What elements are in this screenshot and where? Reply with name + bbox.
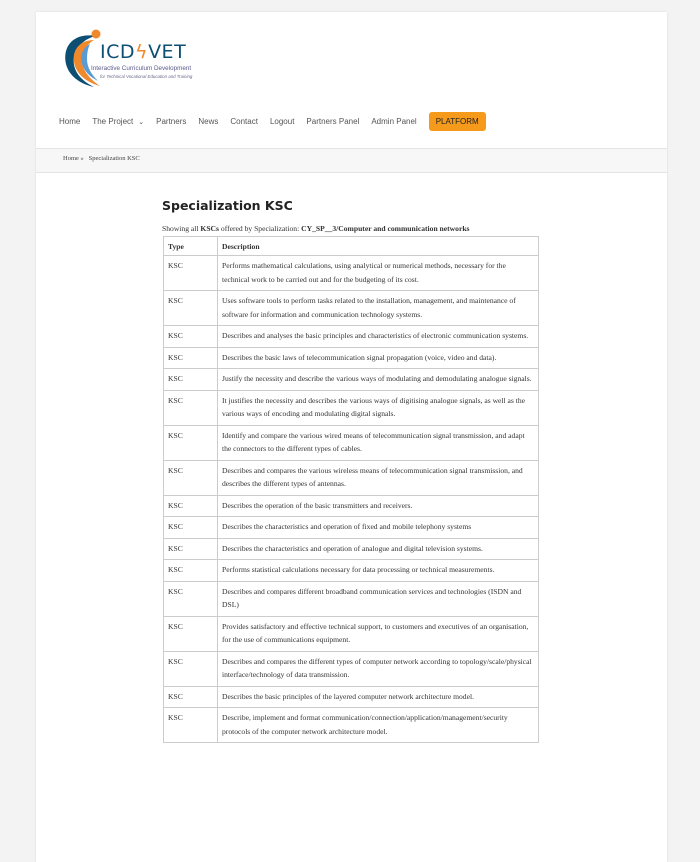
cell-description: Describes the operation of the basic transmitters and receivers. [218, 495, 539, 517]
cell-type: KSC [164, 460, 218, 495]
cell-type: KSC [164, 616, 218, 651]
cell-type: KSC [164, 560, 218, 582]
nav-admin-panel[interactable]: Admin Panel [371, 117, 417, 126]
cell-description: Describes the basic laws of telecommunication signal propagation (voice, video and data). [218, 347, 539, 369]
cell-type: KSC [164, 517, 218, 539]
breadcrumb-separator: » [80, 155, 84, 162]
main-nav [59, 112, 486, 131]
page-container [36, 12, 667, 862]
table-row [164, 581, 539, 616]
breadcrumb-home-link[interactable]: Home [63, 155, 79, 162]
cell-description: Describes the characteristics and operation of fixed and mobile telephony systems [218, 517, 539, 539]
table-row [164, 495, 539, 517]
logo-title-left: ICD [100, 41, 136, 63]
table-row [164, 425, 539, 460]
logo-subtitle: Interactive Curriculum Development [91, 65, 192, 72]
cell-type: KSC [164, 708, 218, 743]
cell-description: Uses software tools to perform tasks related to the installation, management, and maintenance of software for information and communication technology systems. [218, 291, 539, 326]
cell-type: KSC [164, 390, 218, 425]
table-row [164, 686, 539, 708]
cell-description: Performs mathematical calculations, using analytical or numerical methods, necessary for the technical work to be carried out and for the budgeting of its cost. [218, 256, 539, 291]
table-row [164, 369, 539, 391]
cell-description: Describes the characteristics and operation of analogue and digital television systems. [218, 538, 539, 560]
cell-type: KSC [164, 369, 218, 391]
cell-description: Performs statistical calculations necessary for data processing or technical measurements. [218, 560, 539, 582]
site-logo[interactable] [60, 24, 250, 88]
platform-button[interactable]: PLATFORM [429, 112, 486, 131]
table-row [164, 326, 539, 348]
cell-type: KSC [164, 291, 218, 326]
table-row [164, 390, 539, 425]
logo-tagline: for Technical Vocational Education and Training [100, 74, 193, 79]
cell-description: It justifies the necessity and describes the various ways of digitising analogue signals, as well as the various ways of encoding and modulating digital signals. [218, 390, 539, 425]
table-header-row [164, 237, 539, 256]
logo-title-right: VET [148, 41, 187, 63]
table-row [164, 560, 539, 582]
cell-description: Describes and compares different broadband communication services and technologies (ISDN and DSL) [218, 581, 539, 616]
table-row [164, 538, 539, 560]
cell-type: KSC [164, 686, 218, 708]
nav-logout[interactable]: Logout [269, 117, 295, 126]
table-row [164, 651, 539, 686]
table-row [164, 347, 539, 369]
table-row [164, 256, 539, 291]
cell-description: Describe, implement and format communication/connection/application/management/security protocols of the computer network architecture model. [218, 708, 539, 743]
cell-type: KSC [164, 256, 218, 291]
logo-bolt: ϟ [135, 41, 149, 63]
table-row [164, 291, 539, 326]
cell-description: Describes the basic principles of the layered computer network architecture model. [218, 686, 539, 708]
cell-description: Describes and compares the various wireless means of telecommunication signal transmission, and describes the different types of antennas. [218, 460, 539, 495]
cell-type: KSC [164, 651, 218, 686]
logo-title [100, 41, 186, 63]
intro-text [162, 224, 470, 233]
breadcrumb-current: Specialization KSC [88, 155, 140, 162]
cell-description: Provides satisfactory and effective technical support, to customers and executives of an organisation, for the use of communications equipment. [218, 616, 539, 651]
nav-partners-panel[interactable]: Partners Panel [306, 117, 360, 126]
intro-middle: offered by Specialization: [220, 224, 300, 233]
chevron-down-icon: ⌄ [138, 118, 145, 126]
column-header-description: Description [218, 237, 539, 256]
nav-the-project[interactable] [92, 117, 144, 126]
nav-home[interactable]: Home [59, 117, 81, 126]
cell-type: KSC [164, 495, 218, 517]
cell-description: Identify and compare the various wired means of telecommunication signal transmission, and adapt the connectors to the different types of cables. [218, 425, 539, 460]
intro-item: KSCs [200, 224, 219, 233]
nav-news[interactable]: News [198, 117, 219, 126]
page-title: Specialization KSC [162, 198, 293, 213]
cell-description: Describes and compares the different types of computer network according to topology/scale/physical interface/technology of data transmission. [218, 651, 539, 686]
cell-description: Justify the necessity and describe the various ways of modulating and demodulating analogue signals. [218, 369, 539, 391]
nav-the-project-label: The Project [92, 117, 134, 126]
cell-type: KSC [164, 347, 218, 369]
table-row [164, 708, 539, 743]
cell-type: KSC [164, 326, 218, 348]
ksc-table [163, 236, 539, 743]
cell-type: KSC [164, 581, 218, 616]
cell-type: KSC [164, 425, 218, 460]
column-header-type: Type [164, 237, 218, 256]
breadcrumb-bar [36, 148, 667, 173]
cell-type: KSC [164, 538, 218, 560]
table-row [164, 616, 539, 651]
intro-specialization: CY_SP__3/Computer and communication networks [301, 224, 470, 233]
nav-partners[interactable]: Partners [156, 117, 187, 126]
breadcrumb [63, 155, 140, 162]
nav-contact[interactable]: Contact [230, 117, 258, 126]
table-row [164, 460, 539, 495]
cell-description: Describes and analyses the basic principles and characteristics of electronic communication systems. [218, 326, 539, 348]
table-row [164, 517, 539, 539]
intro-prefix: Showing all [162, 224, 199, 233]
